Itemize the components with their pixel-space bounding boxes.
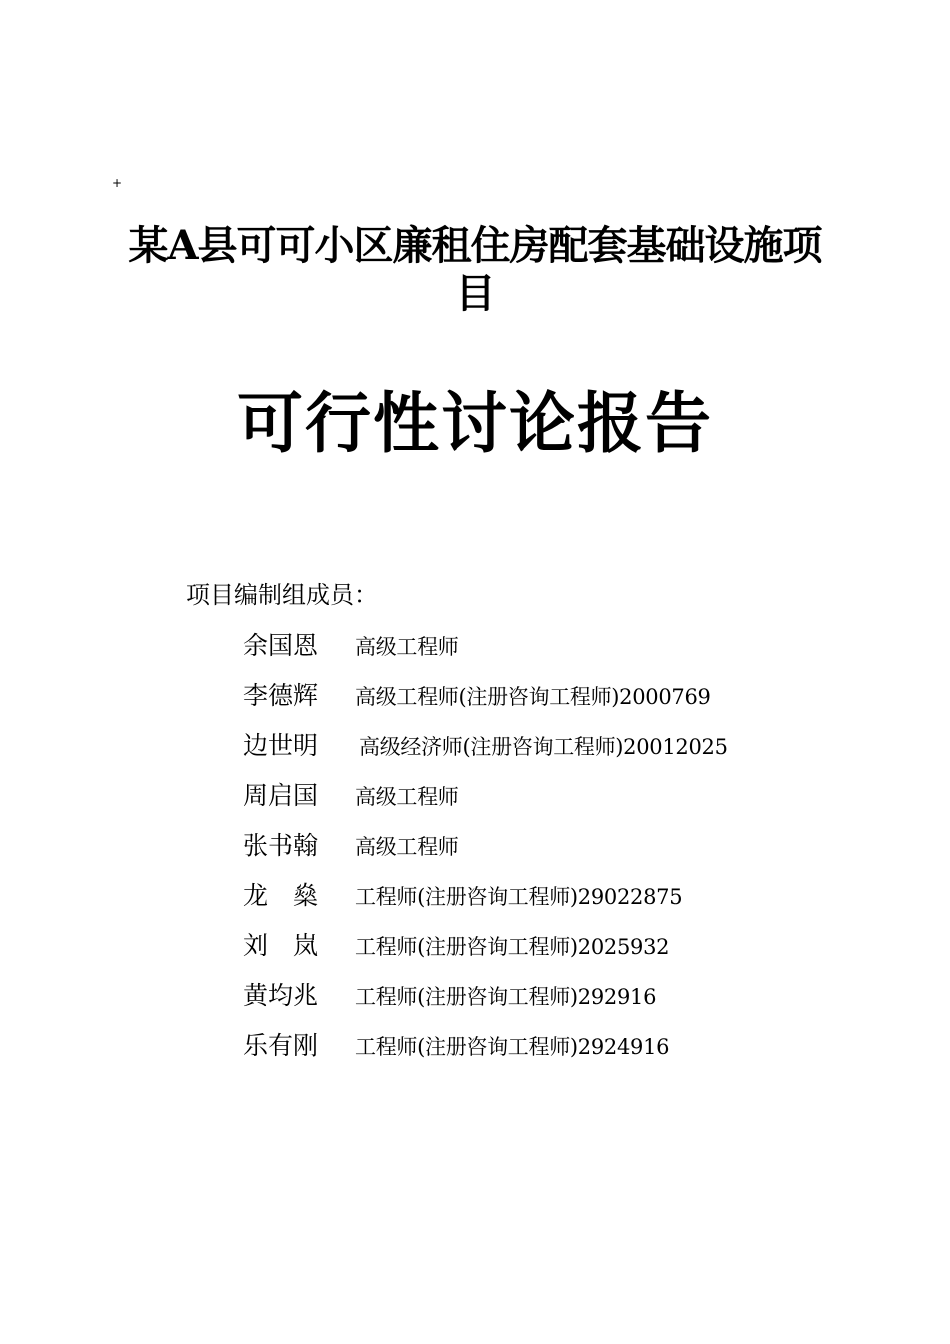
title-line: 某A县可可小区廉租住房配套基础设施项	[128, 222, 822, 269]
member-row	[243, 676, 863, 726]
member-row	[243, 826, 863, 876]
member-row	[243, 776, 863, 826]
member-title: 高级工程师(注册咨询工程师)2000769	[355, 685, 711, 709]
member-name: 李德辉	[243, 681, 319, 710]
member-name: 张书翰	[243, 831, 319, 860]
corner-mark: +	[112, 176, 123, 190]
members-heading: 项目编制组成员：	[186, 581, 378, 609]
member-title: 高级工程师	[355, 635, 459, 659]
member-name: 边世明	[243, 731, 319, 760]
member-row	[243, 926, 863, 976]
member-name: 刘 岚	[243, 931, 319, 960]
member-name: 黄均兆	[243, 981, 319, 1010]
member-name: 龙 燊	[243, 881, 319, 910]
member-row	[243, 726, 863, 776]
member-row	[243, 1026, 863, 1076]
member-row	[243, 876, 863, 926]
members-list	[243, 626, 863, 1076]
member-title: 工程师(注册咨询工程师)2025932	[355, 935, 670, 959]
document-subtitle: 可行性讨论报告	[237, 385, 713, 462]
document-title	[100, 222, 850, 318]
member-title: 工程师(注册咨询工程师)2924916	[355, 1035, 670, 1059]
title-line: 目	[455, 270, 495, 317]
member-name: 乐有刚	[243, 1031, 319, 1060]
member-title: 高级工程师	[355, 835, 459, 859]
member-title: 高级工程师	[355, 785, 459, 809]
member-title: 高级经济师(注册咨询工程师)20012025	[359, 735, 728, 759]
member-name: 余国恩	[243, 631, 319, 660]
member-title: 工程师(注册咨询工程师)292916	[355, 985, 657, 1009]
member-row	[243, 626, 863, 676]
member-title: 工程师(注册咨询工程师)29022875	[355, 885, 683, 909]
member-row	[243, 976, 863, 1026]
member-name: 周启国	[243, 781, 319, 810]
